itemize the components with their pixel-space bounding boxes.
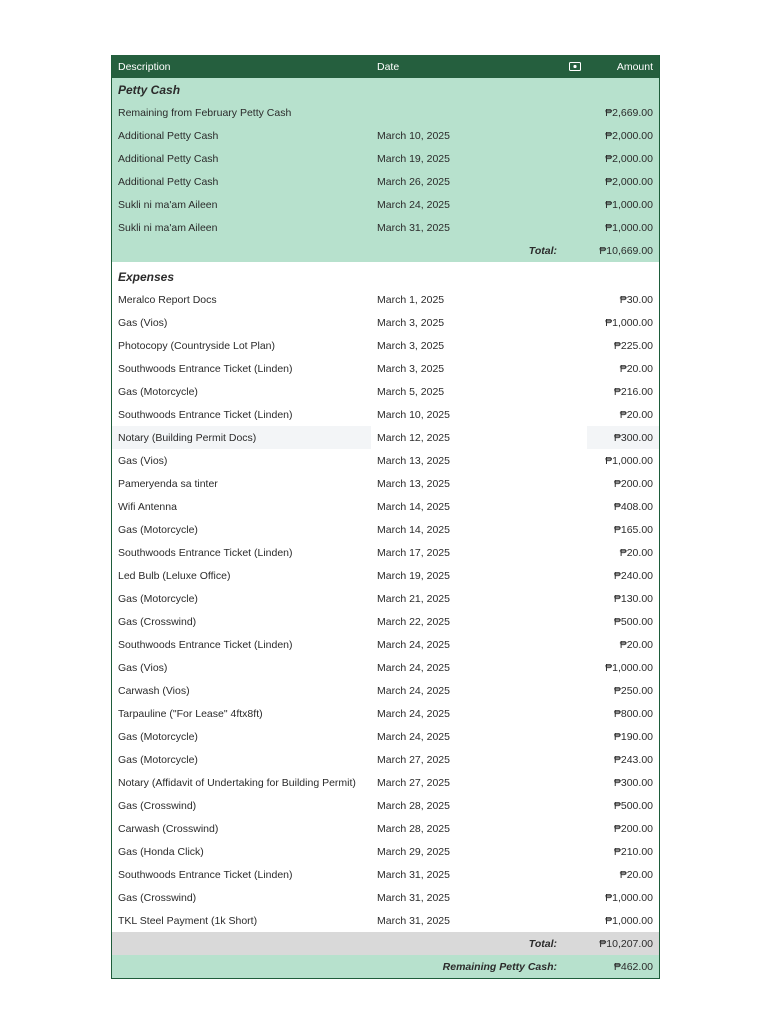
petty-cash-section xyxy=(112,78,659,262)
expenses-total[interactable]: ₱10,207.00 xyxy=(599,937,653,950)
amount-cell[interactable]: ₱1,000.00 xyxy=(605,891,653,904)
expenses-total-label: Total: xyxy=(528,937,557,950)
date-cell[interactable]: March 31, 2025 xyxy=(377,914,450,927)
date-cell[interactable]: March 27, 2025 xyxy=(377,753,450,766)
amount-cell[interactable]: ₱165.00 xyxy=(613,523,653,536)
date-cell[interactable]: March 29, 2025 xyxy=(377,845,450,858)
description-cell[interactable]: Additional Petty Cash xyxy=(118,129,219,142)
date-cell[interactable]: March 31, 2025 xyxy=(377,868,450,881)
table-row xyxy=(112,564,659,587)
table-row xyxy=(112,771,659,794)
amount-cell[interactable]: ₱2,669.00 xyxy=(605,106,653,119)
table-row xyxy=(112,587,659,610)
table-row xyxy=(112,794,659,817)
table-row xyxy=(112,633,659,656)
date-cell[interactable]: March 31, 2025 xyxy=(377,891,450,904)
amount-cell[interactable]: ₱20.00 xyxy=(619,868,653,881)
amount-cell[interactable]: ₱250.00 xyxy=(613,684,653,697)
table-row xyxy=(112,472,659,495)
date-cell[interactable]: March 21, 2025 xyxy=(377,592,450,605)
money-icon xyxy=(563,62,587,71)
description-cell[interactable]: Led Bulb (Leluxe Office) xyxy=(118,569,231,582)
description-cell[interactable]: Gas (Honda Click) xyxy=(118,845,204,858)
description-cell[interactable]: Southwoods Entrance Ticket (Linden) xyxy=(118,362,293,375)
amount-cell[interactable]: ₱30.00 xyxy=(619,293,653,306)
amount-cell[interactable]: ₱243.00 xyxy=(613,753,653,766)
description-cell[interactable]: Wifi Antenna xyxy=(118,500,177,513)
table-row xyxy=(112,124,659,147)
description-cell[interactable]: Additional Petty Cash xyxy=(118,152,219,165)
header-row xyxy=(112,55,659,78)
date-cell[interactable]: March 14, 2025 xyxy=(377,500,450,513)
description-cell[interactable]: Southwoods Entrance Ticket (Linden) xyxy=(118,546,293,559)
amount-cell[interactable]: ₱408.00 xyxy=(613,500,653,513)
table-row xyxy=(112,840,659,863)
description-cell[interactable]: Sukli ni ma'am Aileen xyxy=(118,221,218,234)
amount-cell[interactable]: ₱210.00 xyxy=(613,845,653,858)
date-cell[interactable]: March 27, 2025 xyxy=(377,776,450,789)
date-cell[interactable]: March 3, 2025 xyxy=(377,339,445,352)
description-cell[interactable]: Gas (Motorcycle) xyxy=(118,592,198,605)
date-cell[interactable]: March 3, 2025 xyxy=(377,362,445,375)
description-cell[interactable]: Gas (Vios) xyxy=(118,454,168,467)
table-row xyxy=(112,725,659,748)
date-header[interactable]: Date xyxy=(377,60,400,73)
table-row xyxy=(112,748,659,771)
amount-cell[interactable]: ₱300.00 xyxy=(587,426,659,449)
date-cell[interactable]: March 24, 2025 xyxy=(377,730,450,743)
amount-cell[interactable]: ₱1,000.00 xyxy=(605,914,653,927)
date-cell[interactable]: March 19, 2025 xyxy=(377,152,450,165)
amount-cell[interactable]: ₱130.00 xyxy=(613,592,653,605)
amount-cell[interactable]: ₱1,000.00 xyxy=(605,221,653,234)
date-cell[interactable]: March 19, 2025 xyxy=(377,569,450,582)
description-cell[interactable]: Carwash (Vios) xyxy=(118,684,190,697)
description-cell[interactable]: Additional Petty Cash xyxy=(118,175,219,188)
petty-cash-title-row xyxy=(112,78,659,101)
amount-cell[interactable]: ₱20.00 xyxy=(619,638,653,651)
table-row xyxy=(112,679,659,702)
date-cell[interactable]: March 24, 2025 xyxy=(377,684,450,697)
remaining-label: Remaining Petty Cash: xyxy=(442,960,557,973)
amount-cell[interactable]: ₱20.00 xyxy=(619,408,653,421)
table-row xyxy=(112,403,659,426)
table-row xyxy=(112,334,659,357)
remaining-row xyxy=(112,955,659,978)
description-cell[interactable]: Gas (Motorcycle) xyxy=(118,385,198,398)
date-cell[interactable]: March 26, 2025 xyxy=(377,175,450,188)
amount-cell[interactable]: ₱1,000.00 xyxy=(605,661,653,674)
description-cell[interactable]: Gas (Vios) xyxy=(118,661,168,674)
date-cell[interactable]: March 13, 2025 xyxy=(377,477,450,490)
date-cell[interactable]: March 10, 2025 xyxy=(377,408,450,421)
table-row xyxy=(112,518,659,541)
table-row xyxy=(112,170,659,193)
expenses-total-row xyxy=(112,932,659,955)
expense-sheet xyxy=(111,55,660,979)
amount-cell[interactable]: ₱1,000.00 xyxy=(605,198,653,211)
table-row xyxy=(112,193,659,216)
amount-cell[interactable]: ₱2,000.00 xyxy=(605,152,653,165)
date-cell[interactable]: March 24, 2025 xyxy=(377,661,450,674)
amount-cell[interactable]: ₱240.00 xyxy=(613,569,653,582)
table-row xyxy=(112,541,659,564)
date-cell[interactable]: March 5, 2025 xyxy=(377,385,445,398)
date-cell[interactable]: March 31, 2025 xyxy=(377,221,450,234)
expenses-section xyxy=(112,265,659,955)
amount-cell[interactable]: ₱200.00 xyxy=(613,822,653,835)
table-row xyxy=(112,357,659,380)
description-cell[interactable]: Southwoods Entrance Ticket (Linden) xyxy=(118,638,293,651)
description-cell[interactable]: Tarpauline ("For Lease" 4ftx8ft) xyxy=(118,707,263,720)
amount-header[interactable]: Amount xyxy=(616,60,653,73)
table-row xyxy=(112,495,659,518)
description-cell[interactable]: Meralco Report Docs xyxy=(118,293,217,306)
date-cell[interactable]: March 12, 2025 xyxy=(377,431,450,444)
description-cell[interactable]: Notary (Building Permit Docs) xyxy=(112,426,371,449)
description-cell[interactable]: TKL Steel Payment (1k Short) xyxy=(118,914,258,927)
description-cell[interactable]: Gas (Vios) xyxy=(118,316,168,329)
description-cell[interactable]: Notary (Affidavit of Undertaking for Building Permit) xyxy=(118,776,356,789)
table-row xyxy=(112,610,659,633)
amount-cell[interactable]: ₱225.00 xyxy=(613,339,653,352)
table-row xyxy=(112,426,659,449)
description-cell[interactable]: Pameryenda sa tinter xyxy=(118,477,218,490)
date-cell[interactable]: March 1, 2025 xyxy=(377,293,445,306)
petty-cash-title: Petty Cash xyxy=(118,82,181,97)
description-cell[interactable]: Photocopy (Countryside Lot Plan) xyxy=(118,339,276,352)
description-cell[interactable]: Gas (Motorcycle) xyxy=(118,753,198,766)
description-cell[interactable]: Gas (Crosswind) xyxy=(118,615,197,628)
amount-cell[interactable]: ₱1,000.00 xyxy=(605,316,653,329)
petty-cash-total-label: Total: xyxy=(528,244,557,257)
date-cell[interactable]: March 28, 2025 xyxy=(377,822,450,835)
description-cell[interactable]: Southwoods Entrance Ticket (Linden) xyxy=(118,868,293,881)
date-cell[interactable]: March 14, 2025 xyxy=(377,523,450,536)
description-cell[interactable]: Gas (Motorcycle) xyxy=(118,730,198,743)
table-row xyxy=(112,216,659,239)
amount-cell[interactable]: ₱2,000.00 xyxy=(605,175,653,188)
date-cell[interactable]: March 13, 2025 xyxy=(377,454,450,467)
amount-cell[interactable]: ₱190.00 xyxy=(613,730,653,743)
amount-cell[interactable]: ₱200.00 xyxy=(613,477,653,490)
description-cell[interactable]: Southwoods Entrance Ticket (Linden) xyxy=(118,408,293,421)
amount-cell[interactable]: ₱20.00 xyxy=(619,546,653,559)
table-row xyxy=(112,863,659,886)
table-row xyxy=(112,288,659,311)
table-row xyxy=(112,147,659,170)
date-cell[interactable]: March 24, 2025 xyxy=(377,638,450,651)
description-cell[interactable]: Remaining from February Petty Cash xyxy=(118,106,292,119)
description-header[interactable]: Description xyxy=(118,60,171,73)
remaining-amount[interactable]: ₱462.00 xyxy=(613,960,653,973)
table-row xyxy=(112,311,659,334)
amount-cell[interactable]: ₱1,000.00 xyxy=(605,454,653,467)
amount-cell[interactable]: ₱500.00 xyxy=(613,615,653,628)
amount-cell[interactable]: ₱300.00 xyxy=(613,776,653,789)
table-row xyxy=(112,886,659,909)
date-cell[interactable]: March 17, 2025 xyxy=(377,546,450,559)
amount-cell[interactable]: ₱2,000.00 xyxy=(605,129,653,142)
expenses-title-row xyxy=(112,265,659,288)
description-cell[interactable]: Sukli ni ma'am Aileen xyxy=(118,198,218,211)
table-row xyxy=(112,380,659,403)
petty-cash-total[interactable]: ₱10,669.00 xyxy=(599,244,653,257)
table-row xyxy=(112,101,659,124)
amount-cell[interactable]: ₱20.00 xyxy=(619,362,653,375)
table-row xyxy=(112,449,659,472)
table-row xyxy=(112,656,659,679)
description-cell[interactable]: Gas (Crosswind) xyxy=(118,891,197,904)
table-row xyxy=(112,909,659,932)
date-cell[interactable]: March 28, 2025 xyxy=(377,799,450,812)
description-cell[interactable]: Gas (Motorcycle) xyxy=(118,523,198,536)
date-cell[interactable]: March 22, 2025 xyxy=(377,615,450,628)
date-cell[interactable]: March 24, 2025 xyxy=(377,707,450,720)
date-cell[interactable]: March 10, 2025 xyxy=(377,129,450,142)
description-cell[interactable]: Gas (Crosswind) xyxy=(118,799,197,812)
date-cell[interactable]: March 24, 2025 xyxy=(377,198,450,211)
petty-cash-total-row xyxy=(112,239,659,262)
description-cell[interactable]: Carwash (Crosswind) xyxy=(118,822,219,835)
date-cell[interactable]: March 3, 2025 xyxy=(377,316,445,329)
table-row xyxy=(112,817,659,840)
amount-cell[interactable]: ₱216.00 xyxy=(613,385,653,398)
expenses-title: Expenses xyxy=(118,269,175,284)
amount-cell[interactable]: ₱500.00 xyxy=(613,799,653,812)
amount-cell[interactable]: ₱800.00 xyxy=(613,707,653,720)
table-row xyxy=(112,702,659,725)
